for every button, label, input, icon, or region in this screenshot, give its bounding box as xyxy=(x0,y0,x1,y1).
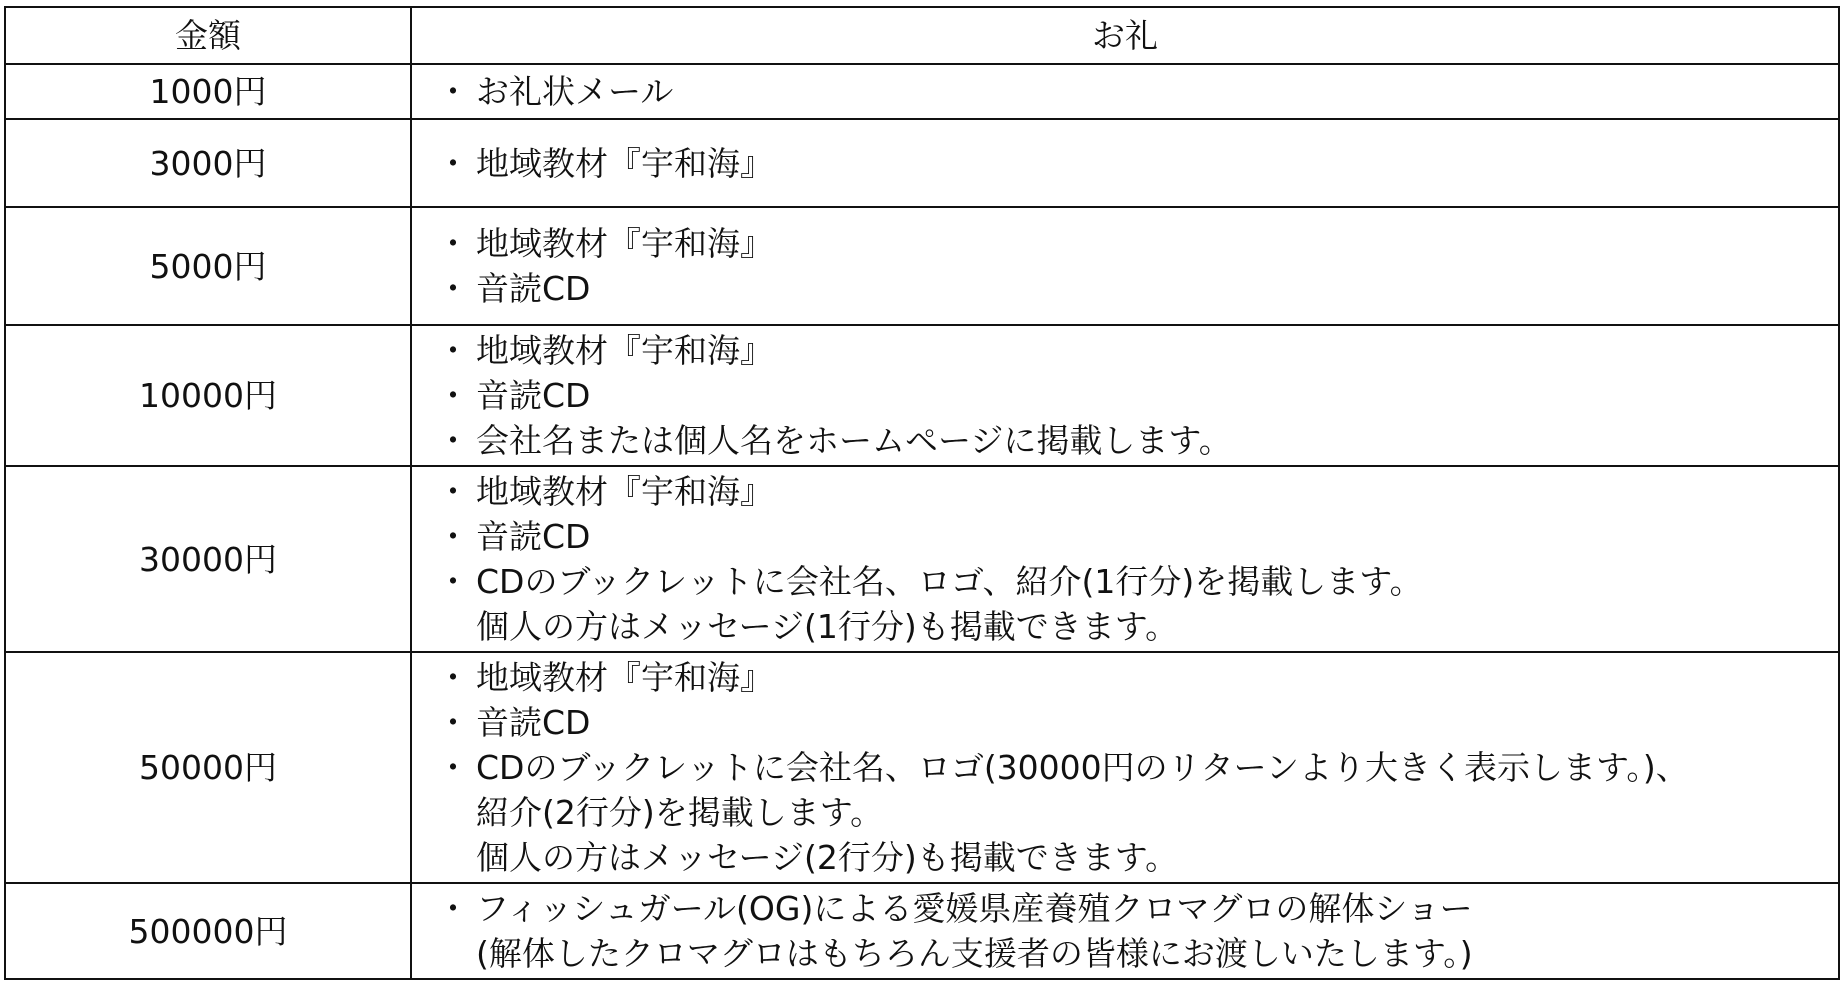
reward-item xyxy=(430,373,1838,418)
amount-cell: 30000円 xyxy=(5,466,411,652)
reward-item-continuation xyxy=(430,931,1838,976)
bullet-marker: ・ xyxy=(436,472,470,511)
bullet-marker: ・ xyxy=(436,143,470,183)
bullet-marker: ・ xyxy=(436,562,470,601)
amount-cell: 10000円 xyxy=(5,325,411,466)
reward-item-continuation xyxy=(430,790,1838,835)
reward-item-continuation xyxy=(430,604,1838,649)
reward-cell xyxy=(411,466,1839,652)
reward-item xyxy=(430,221,1838,266)
reward-item xyxy=(430,700,1838,745)
reward-item xyxy=(430,141,1838,186)
reward-item-text: 地域教材『宇和海』 xyxy=(476,224,773,263)
table-row xyxy=(5,119,1839,207)
reward-item-text: 地域教材『宇和海』 xyxy=(476,472,773,511)
table-row xyxy=(5,207,1839,325)
bullet-marker: ・ xyxy=(436,421,470,460)
reward-item-text: 音読CD xyxy=(476,269,591,308)
reward-item xyxy=(430,886,1838,931)
reward-item-text: 紹介(2行分)を掲載します。 xyxy=(476,793,884,832)
reward-item xyxy=(430,514,1838,559)
reward-item xyxy=(430,266,1838,311)
reward-cell xyxy=(411,64,1839,119)
amount-cell: 500000円 xyxy=(5,883,411,979)
amount-cell: 50000円 xyxy=(5,652,411,883)
bullet-marker: ・ xyxy=(436,376,470,415)
reward-item xyxy=(430,745,1838,790)
header-reward: お礼 xyxy=(411,7,1839,64)
table-row xyxy=(5,652,1839,883)
reward-item-text: 個人の方はメッセージ(2行分)も掲載できます。 xyxy=(476,838,1179,877)
reward-cell xyxy=(411,325,1839,466)
bullet-marker: ・ xyxy=(436,889,470,928)
reward-item-text: 地域教材『宇和海』 xyxy=(476,331,773,370)
reward-table-container xyxy=(4,6,1838,980)
reward-item-text: フィッシュガール(OG)による愛媛県産養殖クロマグロの解体ショー xyxy=(476,889,1473,928)
table-header-row xyxy=(5,7,1839,64)
bullet-marker: ・ xyxy=(436,72,470,111)
header-amount: 金額 xyxy=(5,7,411,64)
reward-item xyxy=(430,559,1838,604)
bullet-marker: ・ xyxy=(436,269,470,308)
table-row xyxy=(5,64,1839,119)
table-row xyxy=(5,325,1839,466)
reward-cell xyxy=(411,119,1839,207)
reward-item xyxy=(430,69,1838,114)
bullet-marker: ・ xyxy=(436,331,470,370)
reward-item-text: お礼状メール xyxy=(476,72,674,111)
table-row xyxy=(5,883,1839,979)
amount-cell: 3000円 xyxy=(5,119,411,207)
reward-item xyxy=(430,328,1838,373)
reward-item xyxy=(430,469,1838,514)
bullet-marker: ・ xyxy=(436,224,470,263)
reward-item-text: 音読CD xyxy=(476,703,591,742)
bullet-marker: ・ xyxy=(436,748,470,787)
reward-item xyxy=(430,418,1838,463)
reward-item-text: 会社名または個人名をホームページに掲載します。 xyxy=(476,421,1232,460)
reward-item-continuation xyxy=(430,835,1838,880)
bullet-marker: ・ xyxy=(436,517,470,556)
reward-cell xyxy=(411,883,1839,979)
amount-cell: 1000円 xyxy=(5,64,411,119)
reward-item-text: (解体したクロマグロはもちろん支援者の皆様にお渡しいたします。) xyxy=(476,934,1473,973)
bullet-marker: ・ xyxy=(436,703,470,742)
reward-item-text: 地域教材『宇和海』 xyxy=(476,658,773,697)
amount-cell: 5000円 xyxy=(5,207,411,325)
reward-table xyxy=(4,6,1840,980)
reward-item-text: 地域教材『宇和海』 xyxy=(476,143,773,183)
table-body xyxy=(5,64,1839,979)
reward-cell xyxy=(411,207,1839,325)
reward-item-text: CDのブックレットに会社名、ロゴ、紹介(1行分)を掲載します。 xyxy=(476,562,1423,601)
reward-item-text: 個人の方はメッセージ(1行分)も掲載できます。 xyxy=(476,607,1179,646)
reward-item xyxy=(430,655,1838,700)
reward-cell xyxy=(411,652,1839,883)
reward-item-text: CDのブックレットに会社名、ロゴ(30000円のリターンより大きく表示します。)、 xyxy=(476,748,1689,787)
table-row xyxy=(5,466,1839,652)
reward-item-text: 音読CD xyxy=(476,376,591,415)
bullet-marker: ・ xyxy=(436,658,470,697)
reward-item-text: 音読CD xyxy=(476,517,591,556)
